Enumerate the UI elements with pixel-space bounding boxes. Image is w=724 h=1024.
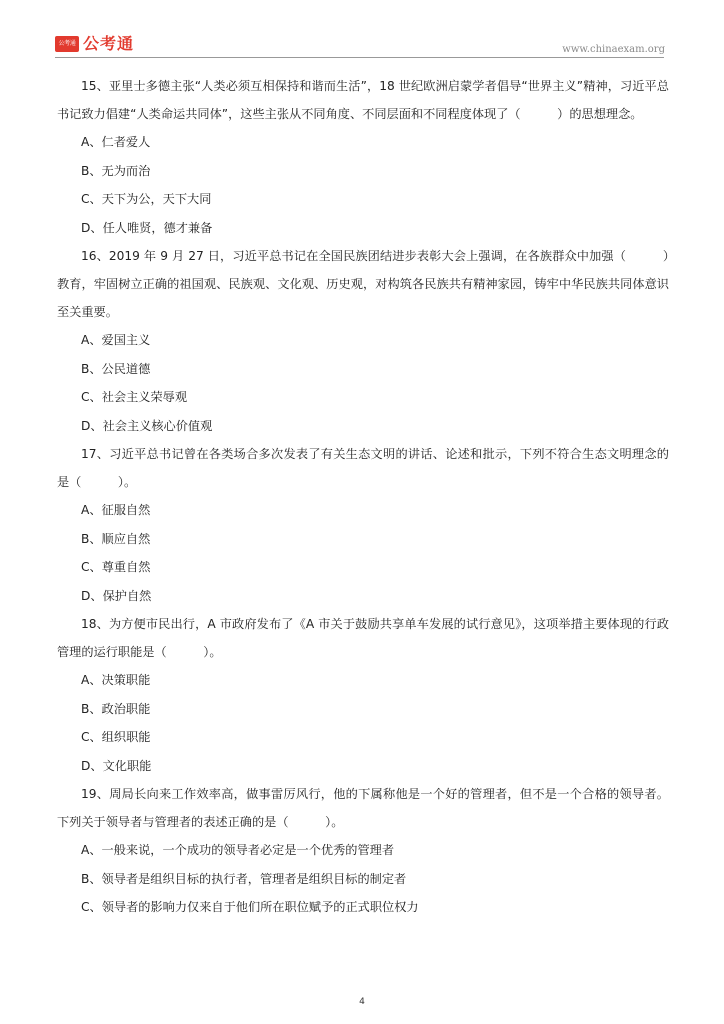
q16-option-b: B、公民道德 — [81, 361, 151, 376]
header-divider — [55, 57, 664, 58]
page-number: 4 — [359, 997, 365, 1007]
question-17: 17、习近平总书记曾在各类场合多次发表了有关生态文明的讲话、论述和批示，下列不符合生态文明理念的是（ ）。 — [57, 447, 669, 489]
q18-option-d: D、文化职能 — [81, 758, 152, 773]
question-16: 16、2019 年 9 月 27 日，习近平总书记在全国民族团结进步表彰大会上强调，在各族群众中加强（ ）教育，牢固树立正确的祖国观、民族观、文化观、历史观，对构筑各民族共有精神家园，铸牢中华民族共同体意识至关重要。 — [57, 249, 669, 319]
q16-option-d: D、社会主义核心价值观 — [81, 418, 213, 433]
q17-option-c: C、尊重自然 — [81, 560, 151, 574]
q18-option-a: A、决策职能 — [81, 673, 151, 687]
question-19: 19、周局长向来工作效率高，做事雷厉风行，他的下属称他是一个好的管理者，但不是一个合格的领导者。下列关于领导者与管理者的表述正确的是（ ）。 — [57, 787, 669, 829]
logo-text: 公考通 — [83, 34, 135, 53]
q18-option-c: C、组织职能 — [81, 730, 151, 744]
q16-option-c: C、社会主义荣辱观 — [81, 390, 188, 404]
q17-option-d: D、保护自然 — [81, 588, 152, 603]
q15-option-d: D、任人唯贤，德才兼备 — [81, 220, 213, 235]
site-url: www.chinaexam.org — [562, 44, 665, 55]
q15-option-b: B、无为而治 — [81, 163, 151, 178]
logo-badge: 公考通 — [55, 36, 79, 52]
q17-option-b: B、顺应自然 — [81, 531, 151, 546]
question-18: 18、为方便市民出行，A 市政府发布了《A 市关于鼓励共享单车发展的试行意见》，这项举措主要体现的行政管理的运行职能是（ ）。 — [57, 617, 669, 659]
q19-option-b: B、领导者是组织目标的执行者，管理者是组织目标的制定者 — [81, 871, 407, 886]
question-15: 15、亚里士多德主张“人类必须互相保持和谐而生活”，18 世纪欧洲启蒙学者倡导“世界主义”精神，习近平总书记致力倡建“人类命运共同体”，这些主张从不同角度、不同层面和不同程度体现了（ ）的思想理念。 — [57, 79, 669, 121]
q16-option-a: A、爱国主义 — [81, 333, 151, 347]
page-header — [55, 34, 665, 58]
q15-option-a: A、仁者爱人 — [81, 135, 151, 149]
q19-option-c: C、领导者的影响力仅来自于他们所在职位赋予的正式职位权力 — [81, 900, 419, 914]
q15-option-c: C、天下为公，天下大同 — [81, 192, 212, 206]
q18-option-b: B、政治职能 — [81, 701, 151, 716]
document-body — [57, 72, 669, 922]
q19-option-a: A、一般来说，一个成功的领导者必定是一个优秀的管理者 — [81, 843, 395, 857]
q17-option-a: A、征服自然 — [81, 503, 151, 517]
